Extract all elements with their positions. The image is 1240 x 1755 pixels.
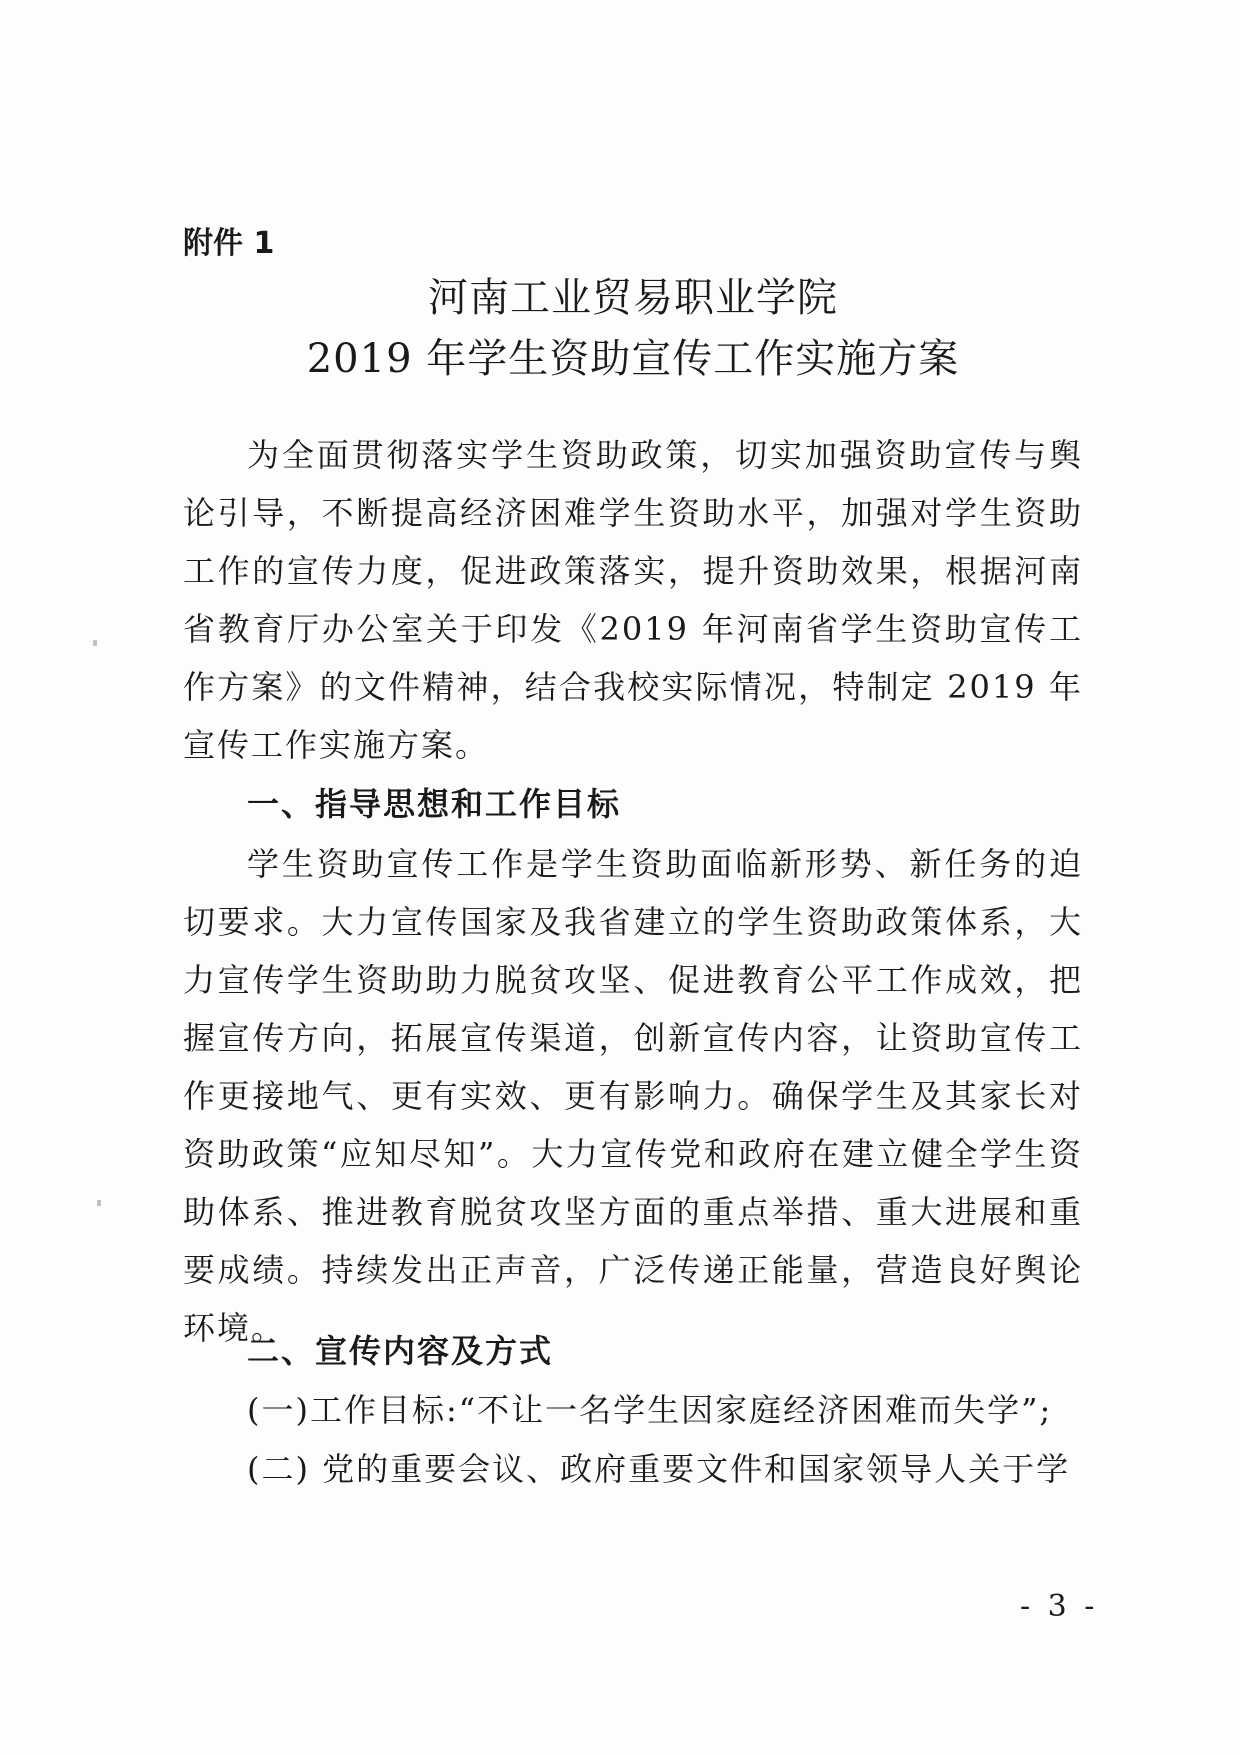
page-number: - 3 - bbox=[1020, 1589, 1099, 1624]
scan-mark bbox=[93, 640, 97, 646]
scan-mark bbox=[97, 1200, 101, 1206]
document-title-line-2: 2019 年学生资助宣传工作实施方案 bbox=[306, 336, 960, 382]
document-title-line-1: 河南工业贸易职业学院 bbox=[428, 275, 838, 321]
intro-paragraph: 为全面贯彻落实学生资助政策，切实加强资助宣传与舆论引导，不断提高经济困难学生资助水平，加强对学生资助工作的宣传力度，促进政策落实，提升资助效果，根据河南省教育厅办公室关于印发《2019 年河南省学生资助宣传工作方案》的文件精神，结合我校实际情况，特制定 2019 年宣传工作实施方案。 bbox=[183, 436, 1083, 764]
section-2-item-2: (二) 党的重要会议、政府重要文件和国家领导人关于学 bbox=[247, 1450, 1071, 1488]
section-1-paragraph: 学生资助宣传工作是学生资助面临新形势、新任务的迫切要求。大力宣传国家及我省建立的学生资助政策体系，大力宣传学生资助助力脱贫攻坚、促进教育公平工作成效，把握宣传方向，拓展宣传渠道，创新宣传内容，让资助宣传工作更接地气、更有实效、更有影响力。确保学生及其家长对资助政策“应知尽知”。大力宣传党和政府在建立健全学生资助体系、推进教育脱贫攻坚方面的重点举措、重大进展和重要成绩。持续发出正声音，广泛传递正能量，营造良好舆论环境。 bbox=[183, 845, 1083, 1347]
section-2-heading: 二、宣传内容及方式 bbox=[247, 1332, 554, 1370]
attachment-label: 附件 1 bbox=[183, 226, 275, 261]
section-2-item-1: (一)工作目标:“不让一名学生因家庭经济困难而失学”; bbox=[247, 1391, 1053, 1429]
section-1-heading: 一、指导思想和工作目标 bbox=[247, 785, 622, 823]
